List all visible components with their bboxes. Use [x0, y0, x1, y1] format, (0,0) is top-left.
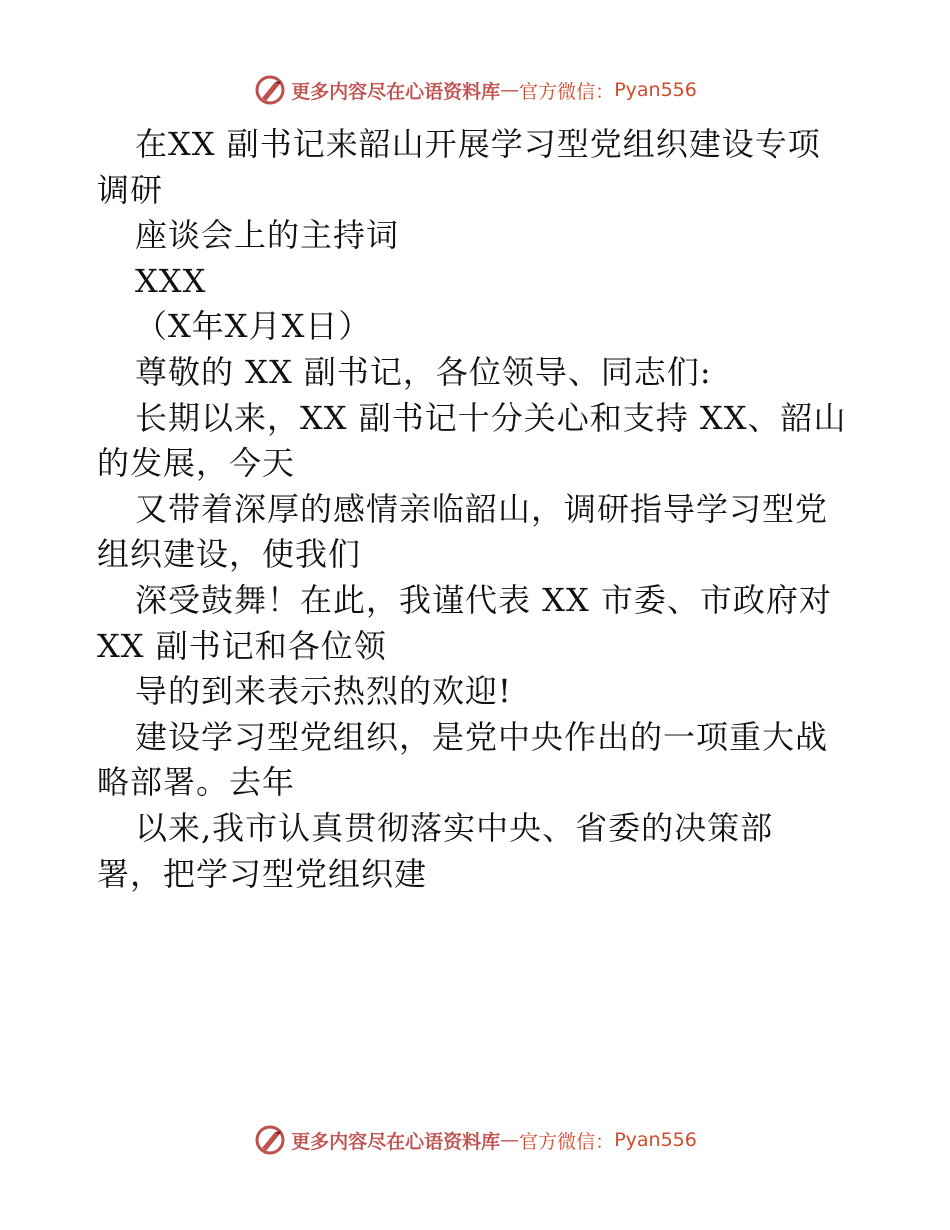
body-line: （X年X月X日）: [135, 307, 372, 346]
body-line: 建设学习型党组织，是党中央作出的一项重大战: [135, 717, 829, 756]
body-line: 导的到来表示热烈的欢迎!: [135, 672, 512, 711]
body-line: XX 副书记和各位领: [97, 626, 387, 665]
pen-logo-icon: [253, 73, 287, 107]
watermark-dash: —: [500, 79, 520, 101]
body-line: 略部署。去年: [97, 763, 296, 802]
watermark-main-text: 更多内容尽在心语资料库: [291, 1130, 501, 1153]
body-line: 以来,我市认真贯彻落实中央、省委的决策部: [135, 808, 774, 847]
watermark-banner-bottom: [0, 1120, 950, 1160]
watermark-banner-top: [0, 70, 950, 110]
pen-logo-icon: [253, 1123, 287, 1157]
body-line: 长期以来，XX 副书记十分关心和支持 XX、韶山: [135, 398, 847, 437]
body-line: 在XX 副书记来韶山开展学习型党组织建设专项: [135, 125, 821, 163]
body-line: XXX: [135, 261, 207, 300]
document-body: [97, 122, 857, 897]
body-line: 组织建设，使我们: [97, 535, 362, 574]
body-line: 调研: [97, 170, 164, 209]
watermark-sub-text: 官方微信：: [519, 1130, 615, 1153]
watermark-sub-text: 官方微信：: [519, 80, 615, 103]
body-line: 的发展，今天: [97, 444, 296, 483]
body-line: 深受鼓舞！在此，我谨代表 XX 市委、市政府对: [135, 580, 832, 619]
body-line: 座谈会上的主持词: [135, 216, 400, 255]
watermark-main-text: 更多内容尽在心语资料库: [291, 80, 501, 103]
watermark-dash: —: [500, 1129, 520, 1151]
body-line: 署，把学习型党组织建: [97, 854, 428, 893]
body-line: 又带着深厚的感情亲临韶山，调研指导学习型党: [135, 489, 829, 528]
watermark-wechat-id: Pyan556: [614, 79, 697, 101]
body-line: 尊敬的 XX 副书记，各位领导、同志们:: [135, 352, 712, 391]
watermark-wechat-id: Pyan556: [614, 1129, 697, 1151]
